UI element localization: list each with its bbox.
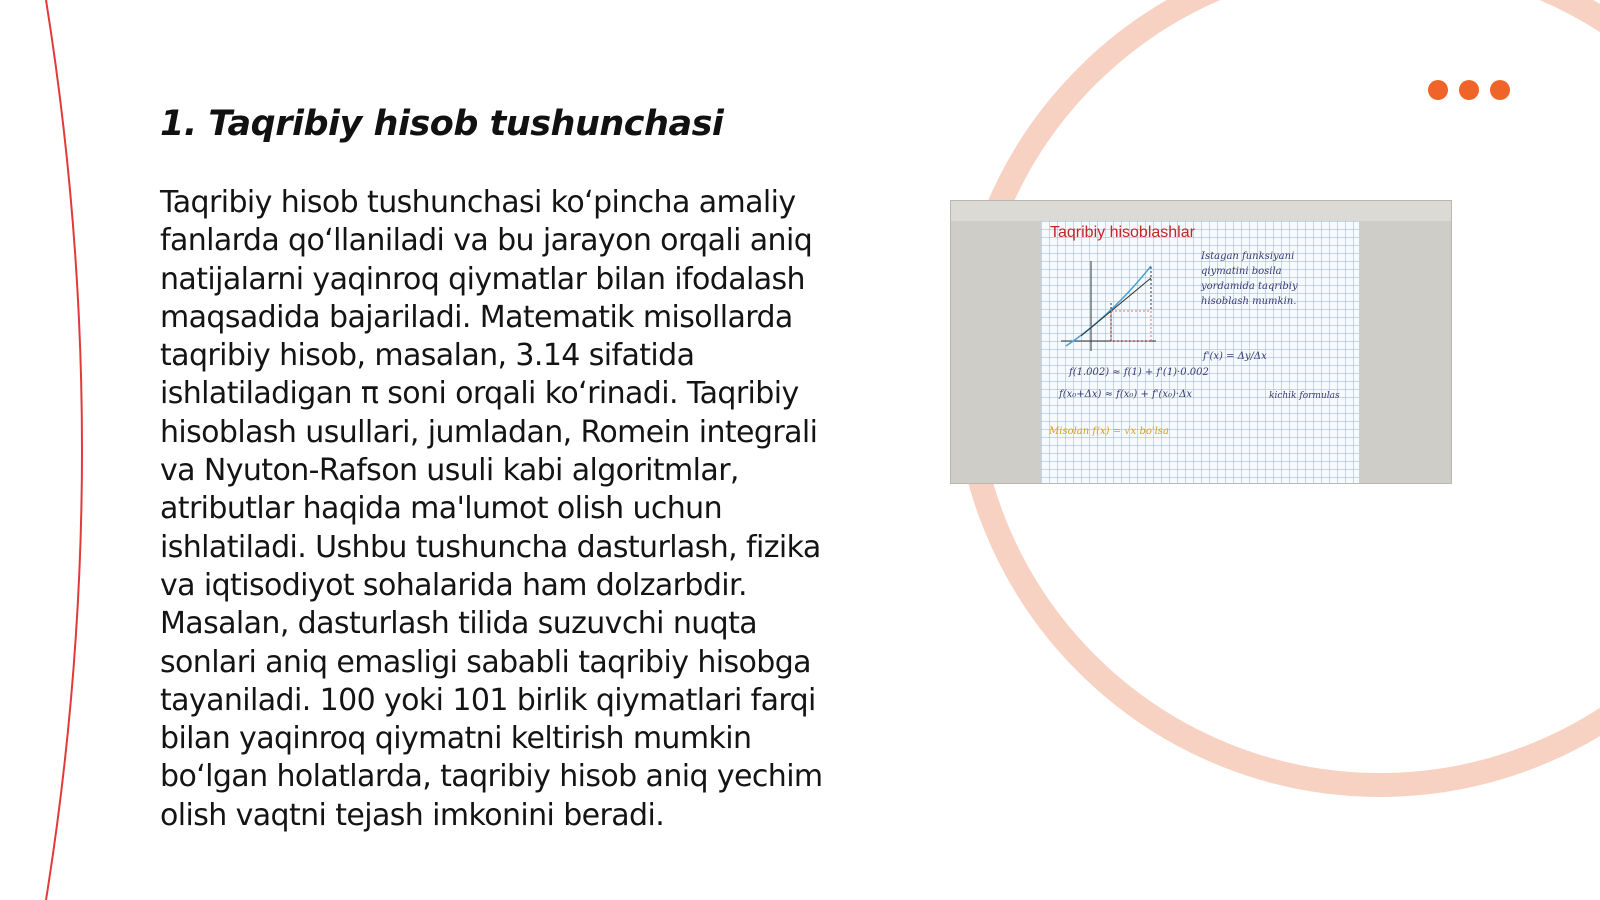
left-accent-line (46, 0, 82, 900)
screenshot-heading: Taqribiy hisoblashlar (1050, 224, 1195, 241)
handwritten-note: Istagan funksiyani (1201, 251, 1295, 262)
slide-body-text: Taqribiy hisob tushunchasi ko‘pincha amaliy fanlarda qo‘llaniladi va bu jarayon orqali aniq natijalarni yaqinroq qiymatlar bilan ifodalash maqsadida bajariladi. Matematik misollarda taqribiy hisob, masalan, 3.14 sifatida ishlatiladigan π soni orqali ko‘rinadi. Taqribiy hisoblash usullari, jumladan, Romein integrali va Nyuton-Rafson usuli kabi algoritmlar, atributlar haqida ma'lumot olish uchun ishlatiladi. Ushbu tushuncha dasturlash, fizika va iqtisodiyot sohalarida ham dolzarbdir. Masalan, dasturlash tilida suzuvchi nuqta sonlari aniq emasligi sababli taqribiy hisobga tayaniladi. 100 yoki 101 birlik qiymatlari farqi bilan yaqinroq qiymatni keltirish mumkin bo‘lgan holatlarda, taqribiy hisob aniq yechim olish vaqtni tejash imkonini beradi. (160, 185, 823, 833)
dot (1459, 80, 1479, 100)
screenshot-toolbar (951, 201, 1451, 222)
menu-dots-icon (1428, 80, 1510, 100)
screenshot-left-panel (951, 221, 1041, 483)
handwritten-note: yordamida taqribiy (1201, 281, 1298, 292)
slide-title: 1. Taqribiy hisob tushunchasi (160, 104, 724, 144)
handwritten-formula: f(1.002) ≈ f(1) + f'(1)·0.002 (1069, 367, 1209, 378)
dot (1428, 80, 1448, 100)
dot (1490, 80, 1510, 100)
handwritten-note: kichik formulas (1269, 391, 1340, 401)
embedded-screenshot (950, 200, 1452, 484)
graph-sketch (1051, 256, 1161, 351)
handwritten-formula: f(x₀+Δx) ≈ f(x₀) + f'(x₀)·Δx (1059, 389, 1192, 400)
handwritten-note: qiymatini bosila (1201, 266, 1282, 277)
handwritten-note: hisoblash mumkin. (1201, 296, 1297, 307)
handwritten-example: Misolan f(x) = √x bo'lsa (1049, 426, 1169, 437)
screenshot-right-panel (1359, 221, 1451, 483)
handwritten-formula: f'(x) = Δy/Δx (1203, 351, 1267, 362)
